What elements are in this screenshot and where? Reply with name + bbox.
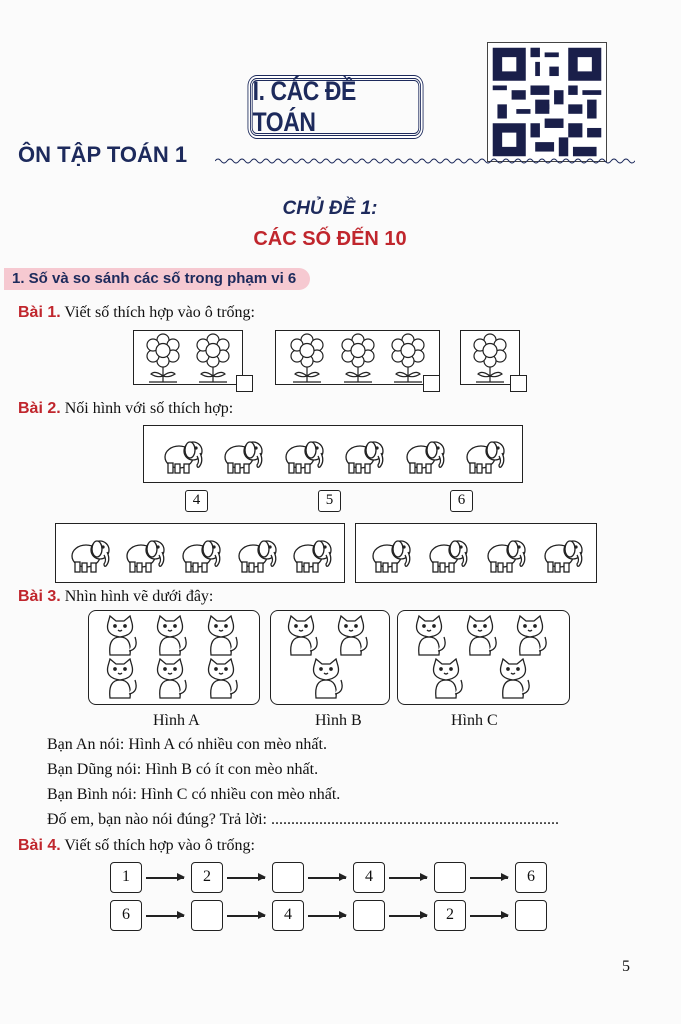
elephant-icon [219,433,265,475]
flower-group-2 [275,330,440,385]
arrow-right-icon [308,915,346,917]
cat-icon [333,615,377,657]
caption-hinh-c: Hình C [451,712,498,729]
cat-icon [203,615,247,657]
sequence-box: 6 [515,862,547,893]
sequence-box: 6 [110,900,142,931]
sequence-box: 4 [272,900,304,931]
cat-icon [203,658,247,700]
elephant-icon [159,433,205,475]
elephant-icon [461,433,507,475]
sequence-box[interactable] [272,862,304,893]
cat-group-a [88,610,260,705]
exercise-4-text: Viết số thích hợp vào ô trống: [64,837,255,854]
section-heading: ÔN TẬP TOÁN 1 [18,142,188,167]
cat-icon [495,658,539,700]
cat-icon [152,615,196,657]
answer-box[interactable] [423,375,440,392]
elephant-icon [340,433,386,475]
cat-group-b [270,610,390,705]
elephant-icon [121,532,167,574]
exercise-4-prompt [18,837,255,855]
question-answer-line[interactable]: Đố em, bạn nào nói đúng? Trả lời: ........................................................................ [47,811,559,828]
cat-group-c [397,610,570,705]
statement-binh: Bạn Bình nói: Hình C có nhiều con mèo nhất. [47,786,341,803]
elephant-icon [177,532,223,574]
flower-icon [143,332,183,384]
elephant-icon [280,433,326,475]
arrow-right-icon [389,915,427,917]
arrow-right-icon [146,915,184,917]
cat-icon [411,615,455,657]
flower-icon [470,332,510,384]
cat-icon [512,615,556,657]
cat-icon [428,658,472,700]
wavy-divider [215,155,635,167]
elephant-group-right [355,523,597,583]
exercise-2-label: Bài 2. [18,400,61,417]
sequence-box: 4 [353,862,385,893]
elephant-icon [367,532,413,574]
caption-hinh-a: Hình A [153,712,200,729]
elephant-icon [539,532,585,574]
exercise-1-label: Bài 1. [18,304,61,321]
arrow-right-icon [146,877,184,879]
arrow-right-icon [308,877,346,879]
arrow-right-icon [470,915,508,917]
exercise-4-label: Bài 4. [18,837,61,854]
answer-box[interactable] [236,375,253,392]
elephant-icon [424,532,470,574]
number-card-5[interactable]: 5 [318,490,341,512]
flower-icon [338,332,378,384]
elephant-icon [482,532,528,574]
number-card-6[interactable]: 6 [450,490,473,512]
exercise-2-text: Nối hình với số thích hợp: [64,400,234,417]
cat-icon [152,658,196,700]
flower-group-1 [133,330,243,385]
cat-icon [308,658,352,700]
caption-hinh-b: Hình B [315,712,362,729]
page-number: 5 [622,958,630,975]
qr-code-icon [487,42,607,162]
arrow-right-icon [389,877,427,879]
sequence-box: 2 [191,862,223,893]
topic-label: CHỦ ĐỀ 1: [282,198,378,219]
cat-icon [102,658,146,700]
number-card-4[interactable]: 4 [185,490,208,512]
elephant-group-left [55,523,345,583]
sequence-box[interactable] [191,900,223,931]
sequence-box: 1 [110,862,142,893]
elephant-icon [66,532,112,574]
sequence-box[interactable] [434,862,466,893]
arrow-right-icon [227,915,265,917]
exercise-2-prompt [18,400,233,418]
elephant-group-top [143,425,523,483]
cat-icon [462,615,506,657]
exercise-3-label: Bài 3. [18,588,61,605]
exercise-3-text: Nhìn hình vẽ dưới đây: [64,588,214,605]
answer-box[interactable] [510,375,527,392]
exercise-3-prompt [18,588,213,606]
arrow-right-icon [470,877,508,879]
sequence-box: 2 [434,900,466,931]
flower-icon [287,332,327,384]
topic-title: CÁC SỐ ĐẾN 10 [253,228,407,250]
chapter-title: I. CÁC ĐỀ TOÁN [250,78,421,136]
exercise-1-prompt [18,304,255,322]
elephant-icon [233,532,279,574]
sequence-box[interactable] [353,900,385,931]
elephant-icon [288,532,334,574]
exercise-1-text: Viết số thích hợp vào ô trống: [64,304,255,321]
sequence-box[interactable] [515,900,547,931]
arrow-right-icon [227,877,265,879]
flower-icon [193,332,233,384]
cat-icon [102,615,146,657]
lesson-title: 1. Số và so sánh các số trong phạm vi 6 [4,268,310,290]
statement-an: Bạn An nói: Hình A có nhiều con mèo nhất. [47,736,327,753]
cat-icon [283,615,327,657]
statement-dung: Bạn Dũng nói: Hình B có ít con mèo nhất. [47,761,319,778]
elephant-icon [401,433,447,475]
